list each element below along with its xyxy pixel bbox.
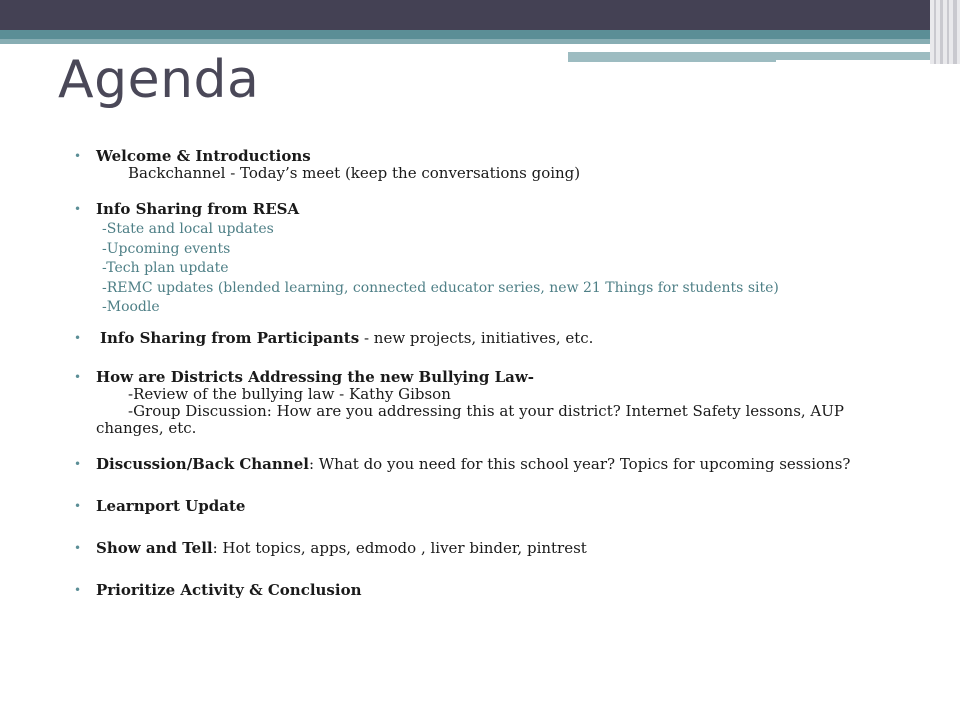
agenda-subitem: -Moodle [102,299,160,315]
bullet-icon: • [74,149,82,163]
header-band-gap [568,44,890,52]
agenda-item-detail: Backchannel - Today’s meet (keep the conversations going) [128,164,581,182]
agenda-item-detail: : Hot topics, apps, edmodo , liver binder, pintrest [212,538,587,557]
bullet-icon: • [74,582,82,597]
header-side-stripes [930,0,960,64]
slide-title: Agenda [58,50,260,110]
agenda-subitem: -Tech plan update [102,260,229,276]
agenda-item-resa [74,201,894,318]
header-band-dark [0,0,930,30]
agenda-item-prioritize [74,582,894,599]
header-band-teal [0,30,930,39]
agenda-item-learnport [74,498,894,515]
agenda-item-detail: changes, etc. [96,418,197,437]
header-band-gap-lower [776,60,930,63]
agenda-item-welcome [74,148,894,182]
agenda-item-heading: Show and Tell [96,538,213,557]
agenda-item-detail: -Review of the bullying law - Kathy Gibson [128,384,451,403]
agenda-item-detail: - new projects, initiatives, etc. [359,328,594,347]
agenda-item-heading: Discussion/Back Channel [96,454,309,473]
agenda-item-heading: Info Sharing from RESA [96,200,300,218]
agenda-item-heading: Welcome & Introductions [96,147,311,165]
bullet-icon: • [74,330,82,345]
agenda-item-heading: How are Districts Addressing the new Bullying Law- [96,367,534,386]
bullet-icon: • [74,369,82,384]
bullet-icon: • [74,202,82,216]
agenda-subitem: -Upcoming events [102,240,231,257]
agenda-item-detail: : What do you need for this school year? Topics for upcoming sessions? [308,454,851,473]
bullet-icon: • [74,498,82,513]
agenda-item-heading: Learnport Update [96,496,246,515]
agenda-subitem: -State and local updates [102,221,274,237]
agenda-item-detail: -Group Discussion: How are you addressing this at your district? Internet Safety lessons, AUP [128,401,845,420]
agenda-item-bullying [74,369,894,437]
agenda-item-heading: Prioritize Activity & Conclusion [96,580,362,599]
agenda-item-discussion [74,456,894,473]
agenda-list [74,148,894,599]
agenda-item-heading: Info Sharing from Participants [100,328,360,347]
agenda-item-participants [74,330,894,347]
bullet-icon: • [74,540,82,555]
agenda-subitem: -REMC updates (blended learning, connected educator series, new 21 Things for students site) [102,279,779,296]
agenda-item-show-tell [74,540,894,557]
bullet-icon: • [74,456,82,471]
